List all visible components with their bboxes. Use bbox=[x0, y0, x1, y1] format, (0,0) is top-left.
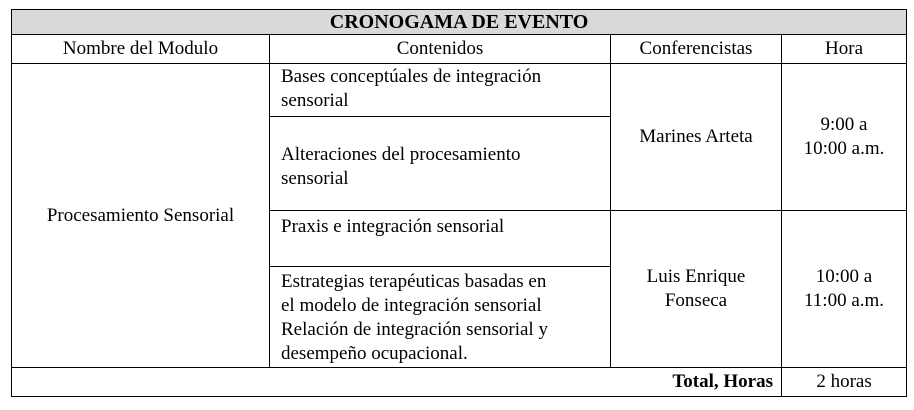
conferencista-cell bbox=[611, 211, 782, 368]
header-modulo: Nombre del Modulo bbox=[12, 35, 270, 64]
contenido-line: Estrategias terapéuticas basadas en bbox=[281, 271, 547, 292]
contenido-line: Relación de integración sensorial y bbox=[281, 319, 548, 340]
title-row bbox=[12, 10, 907, 35]
hora-cell bbox=[782, 64, 907, 211]
conferencista-cell bbox=[611, 64, 782, 211]
modulo-name: Procesamiento Sensorial bbox=[12, 64, 270, 368]
contenido-line: el modelo de integración sensorial bbox=[281, 295, 542, 316]
contenido-item bbox=[270, 64, 611, 117]
total-value: 2 horas bbox=[782, 368, 907, 397]
hora-line: 9:00 a bbox=[820, 114, 868, 135]
header-contenidos: Contenidos bbox=[270, 35, 611, 64]
conferencista-name: Luis Enrique bbox=[646, 266, 746, 287]
contenido-line: sensorial bbox=[281, 90, 349, 111]
contenido-line: Bases conceptúales de integración bbox=[281, 66, 542, 87]
contenido-item bbox=[270, 117, 611, 211]
hora-line: 10:00 a bbox=[815, 266, 873, 287]
header-row bbox=[12, 35, 907, 64]
contenido-line: desempeño ocupacional. bbox=[281, 343, 468, 364]
total-label: Total, Horas bbox=[12, 368, 782, 397]
contenido-line: sensorial bbox=[281, 168, 349, 189]
contenido-line: Praxis e integración sensorial bbox=[281, 216, 505, 237]
contenido-item bbox=[270, 211, 611, 267]
conferencista-name: Marines Arteta bbox=[639, 126, 753, 147]
hora-line: 11:00 a.m. bbox=[804, 290, 885, 311]
header-conferencistas: Conferencistas bbox=[611, 35, 782, 64]
conferencista-name: Fonseca bbox=[664, 290, 728, 311]
total-row bbox=[12, 368, 907, 397]
cronograma-table bbox=[11, 9, 907, 397]
contenido-line: Alteraciones del procesamiento bbox=[281, 144, 521, 165]
contenido-item bbox=[270, 267, 611, 368]
table-title: CRONOGAMA DE EVENTO bbox=[12, 10, 907, 35]
hora-cell bbox=[782, 211, 907, 368]
header-hora: Hora bbox=[782, 35, 907, 64]
hora-line: 10:00 a.m. bbox=[803, 138, 885, 159]
table-row bbox=[12, 64, 907, 117]
